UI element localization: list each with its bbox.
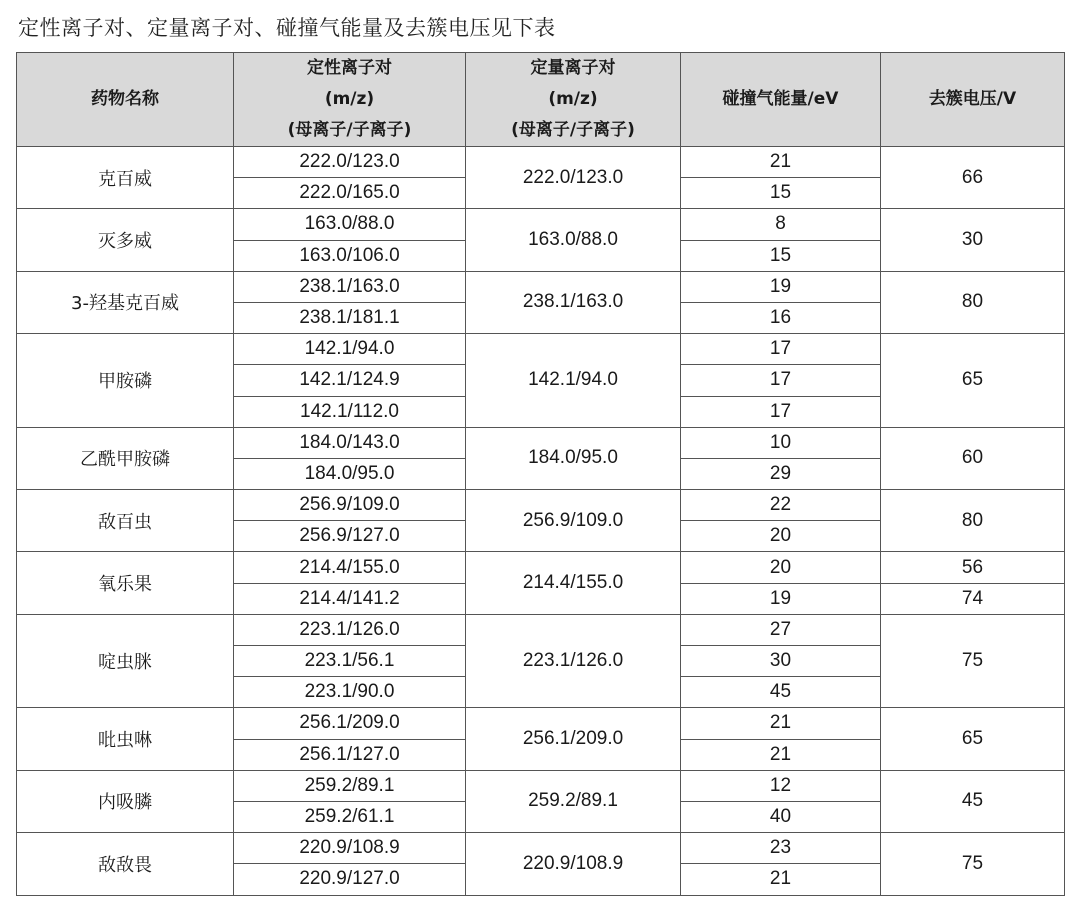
declustering-potential-cell: 80	[881, 490, 1065, 552]
drug-name-cell: 吡虫啉	[17, 708, 234, 770]
quantitative-ion-pair-cell: 214.4/155.0	[466, 552, 681, 614]
quantitative-ion-pair-cell: 163.0/88.0	[466, 209, 681, 271]
collision-energy-cell: 21	[681, 864, 881, 895]
qualitative-ion-pair-cell: 256.9/109.0	[234, 490, 466, 521]
collision-energy-cell: 17	[681, 396, 881, 427]
table-row	[17, 770, 1065, 801]
quantitative-ion-pair-cell: 142.1/94.0	[466, 334, 681, 428]
qualitative-ion-pair-cell: 238.1/181.1	[234, 302, 466, 333]
qualitative-ion-pair-cell: 220.9/127.0	[234, 864, 466, 895]
declustering-potential-cell: 56	[881, 552, 1065, 583]
drug-name-cell: 乙酰甲胺磷	[17, 427, 234, 489]
qualitative-ion-pair-cell: 214.4/141.2	[234, 583, 466, 614]
collision-energy-cell: 20	[681, 552, 881, 583]
header-quant-line: (m/z)	[548, 89, 598, 109]
declustering-potential-cell: 74	[881, 583, 1065, 614]
table-body	[17, 147, 1065, 896]
declustering-potential-cell: 65	[881, 708, 1065, 770]
ion-pair-table	[16, 52, 1065, 896]
table-caption: 定性离子对、定量离子对、碰撞气能量及去簇电压见下表	[18, 16, 556, 40]
header-drug-name: 药物名称	[17, 53, 234, 147]
qualitative-ion-pair-cell: 222.0/165.0	[234, 178, 466, 209]
collision-energy-cell: 20	[681, 521, 881, 552]
qualitative-ion-pair-cell: 142.1/124.9	[234, 365, 466, 396]
quantitative-ion-pair-cell: 259.2/89.1	[466, 770, 681, 832]
collision-energy-cell: 19	[681, 271, 881, 302]
declustering-potential-cell: 66	[881, 147, 1065, 209]
collision-energy-cell: 17	[681, 365, 881, 396]
header-quant-line: 定量离子对	[530, 58, 616, 78]
table-row	[17, 490, 1065, 521]
header-row	[17, 53, 1065, 147]
qualitative-ion-pair-cell: 223.1/90.0	[234, 677, 466, 708]
drug-name-cell: 氧乐果	[17, 552, 234, 614]
declustering-potential-cell: 60	[881, 427, 1065, 489]
header-collision-energy: 碰撞气能量/eV	[681, 53, 881, 147]
header-quantitative-ion-pair	[466, 53, 681, 147]
drug-name-cell: 敌敌畏	[17, 833, 234, 895]
drug-name-cell: 啶虫脒	[17, 614, 234, 708]
declustering-potential-cell: 75	[881, 833, 1065, 895]
drug-name-cell: 甲胺磷	[17, 334, 234, 428]
collision-energy-cell: 27	[681, 614, 881, 645]
header-qual-line: (母离子/子离子)	[287, 120, 412, 140]
declustering-potential-cell: 75	[881, 614, 1065, 708]
table-row	[17, 334, 1065, 365]
qualitative-ion-pair-cell: 238.1/163.0	[234, 271, 466, 302]
qualitative-ion-pair-cell: 256.1/209.0	[234, 708, 466, 739]
drug-name-cell: 灭多威	[17, 209, 234, 271]
qualitative-ion-pair-cell: 184.0/143.0	[234, 427, 466, 458]
collision-energy-cell: 17	[681, 334, 881, 365]
qualitative-ion-pair-cell: 256.1/127.0	[234, 739, 466, 770]
declustering-potential-cell: 80	[881, 271, 1065, 333]
drug-name-cell: 敌百虫	[17, 490, 234, 552]
qualitative-ion-pair-cell: 142.1/112.0	[234, 396, 466, 427]
collision-energy-cell: 8	[681, 209, 881, 240]
declustering-potential-cell: 45	[881, 770, 1065, 832]
collision-energy-cell: 40	[681, 801, 881, 832]
collision-energy-cell: 12	[681, 770, 881, 801]
qualitative-ion-pair-cell: 223.1/56.1	[234, 646, 466, 677]
collision-energy-cell: 29	[681, 458, 881, 489]
collision-energy-cell: 23	[681, 833, 881, 864]
quantitative-ion-pair-cell: 184.0/95.0	[466, 427, 681, 489]
qualitative-ion-pair-cell: 223.1/126.0	[234, 614, 466, 645]
header-qual-line: (m/z)	[324, 89, 375, 109]
collision-energy-cell: 15	[681, 240, 881, 271]
drug-name-cell: 克百威	[17, 147, 234, 209]
table-row	[17, 209, 1065, 240]
quantitative-ion-pair-cell: 256.9/109.0	[466, 490, 681, 552]
qualitative-ion-pair-cell: 259.2/89.1	[234, 770, 466, 801]
collision-energy-cell: 15	[681, 178, 881, 209]
qualitative-ion-pair-cell: 259.2/61.1	[234, 801, 466, 832]
header-declustering-potential: 去簇电压/V	[881, 53, 1065, 147]
collision-energy-cell: 30	[681, 646, 881, 677]
qualitative-ion-pair-cell: 142.1/94.0	[234, 334, 466, 365]
header-qualitative-ion-pair	[234, 53, 466, 147]
qualitative-ion-pair-cell: 214.4/155.0	[234, 552, 466, 583]
collision-energy-cell: 16	[681, 302, 881, 333]
declustering-potential-cell: 65	[881, 334, 1065, 428]
qualitative-ion-pair-cell: 163.0/106.0	[234, 240, 466, 271]
header-quant-line: (母离子/子离子)	[511, 120, 635, 140]
collision-energy-cell: 21	[681, 147, 881, 178]
quantitative-ion-pair-cell: 256.1/209.0	[466, 708, 681, 770]
collision-energy-cell: 21	[681, 739, 881, 770]
table-row	[17, 147, 1065, 178]
quantitative-ion-pair-cell: 220.9/108.9	[466, 833, 681, 895]
table-row	[17, 552, 1065, 583]
table-row	[17, 614, 1065, 645]
collision-energy-cell: 45	[681, 677, 881, 708]
table-row	[17, 708, 1065, 739]
drug-name-cell: 3-羟基克百威	[17, 271, 234, 333]
collision-energy-cell: 22	[681, 490, 881, 521]
table-row	[17, 833, 1065, 864]
table-row	[17, 427, 1065, 458]
declustering-potential-cell: 30	[881, 209, 1065, 271]
header-qual-line: 定性离子对	[307, 58, 392, 78]
qualitative-ion-pair-cell: 184.0/95.0	[234, 458, 466, 489]
drug-name-cell: 内吸膦	[17, 770, 234, 832]
collision-energy-cell: 19	[681, 583, 881, 614]
qualitative-ion-pair-cell: 256.9/127.0	[234, 521, 466, 552]
collision-energy-cell: 21	[681, 708, 881, 739]
qualitative-ion-pair-cell: 222.0/123.0	[234, 147, 466, 178]
table-row	[17, 271, 1065, 302]
collision-energy-cell: 10	[681, 427, 881, 458]
qualitative-ion-pair-cell: 163.0/88.0	[234, 209, 466, 240]
quantitative-ion-pair-cell: 223.1/126.0	[466, 614, 681, 708]
qualitative-ion-pair-cell: 220.9/108.9	[234, 833, 466, 864]
quantitative-ion-pair-cell: 222.0/123.0	[466, 147, 681, 209]
quantitative-ion-pair-cell: 238.1/163.0	[466, 271, 681, 333]
